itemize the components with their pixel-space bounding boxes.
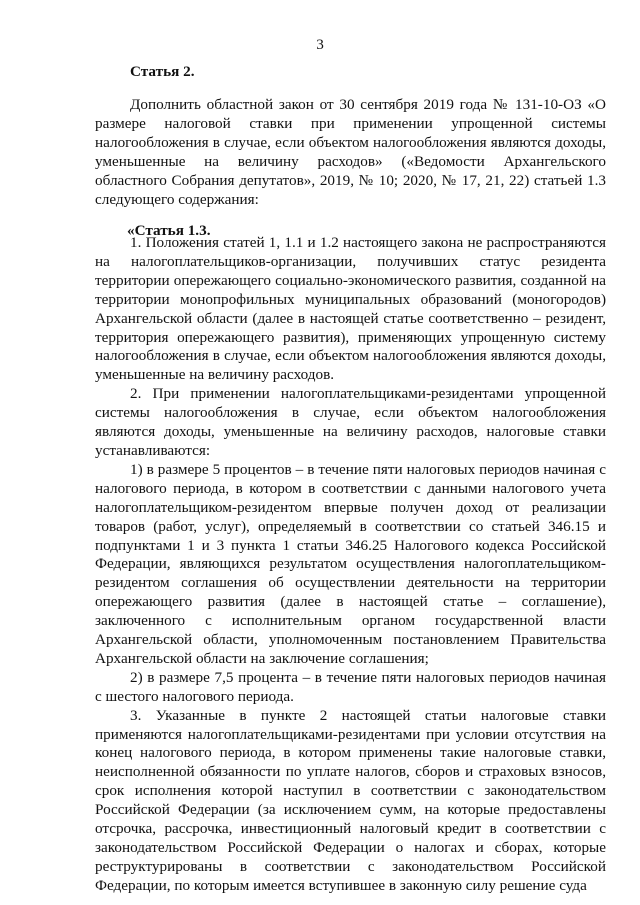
article-2-heading: Статья 2. (130, 63, 195, 80)
article-1-3-paragraph-2: 2. При применении налогоплательщиками-резидентами упрощенной системы налогообложения в случае, если объектом налогообложения являются доходы, уменьшенные на величину расходов, налоговые ставки устанавливаются: (95, 385, 606, 459)
article-1-3-paragraph-3: 3. Указанные в пункте 2 настоящей статьи налоговые ставки применяются налогоплательщиками-резидентами при условии отсутствия на конец налогового периода, в котором применены такие налоговые ставки, неисполненной обязанности по уплате налогов, сборов и страховых взносов, срок исполнения которой наступил в соответствии с законодательством Российской Федерации (за исключением сумм, на которые предоставлены отсрочка, рассрочка, инвестиционный налоговый кредит в соответствии с законодательством Российской Федерации о налогах и сборах, которые реструктурированы в соответствии с законодательством Российской Федерации, по которым имеется вступившее в законную силу решение суда (95, 706, 606, 894)
article-1-3-paragraph-1: 1. Положения статей 1, 1.1 и 1.2 настоящего закона не распространяются на налогоплательщиков-организации, получивших статус резидента территории опережающего социально-экономического развития, созданной на территории монопрофильных муниципальных образований (моногородов) Архангельской области (далее в настоящей статье соответственно – резидент, территория опережающего развития), применяющих упрощенную систему налогообложения в случае, если объектом налогообложения являются доходы, уменьшенные на величину расходов. (95, 234, 606, 384)
article-1-3-subitem-1: 1) в размере 5 процентов – в течение пяти налоговых периодов начиная с налогового периода, в котором в соответствии с данными налогового учета налогоплательщиком-резидентом впервые получен доход от реализации товаров (работ, услуг), определяемый в соответствии со статьей 346.15 и подпунктами 1 и 3 пункта 1 статьи 346.25 Налогового кодекса Российской Федерации, являющихся результатом осуществления налогоплательщиком-резидентом соглашения об осуществлении деятельности на территории опережающего развития (далее в настоящей статье – соглашение), заключенного с исполнительным органом государственной власти Архангельской области, уполномоченным постановлением Правительства Архангельской области на заключение соглашения; (95, 460, 606, 667)
page-number: 3 (316, 36, 324, 53)
article-1-3-body (95, 234, 606, 896)
article-1-3-subitem-2: 2) в размере 7,5 процента – в течение пяти налоговых периодов начиная с шестого налогового периода. (95, 668, 606, 705)
article-2-body (95, 96, 606, 209)
article-2-intro-paragraph: Дополнить областной закон от 30 сентября 2019 года № 131-10-ОЗ «О размере налоговой ставки при применении упрощенной системы налогообложения в случае, если объектом налогообложения являются доходы, уменьшенные на величину расходов» («Ведомости Архангельского областного Собрания депутатов», 2019, № 10; 2020, № 17, 21, 22) статьей 1.3 следующего содержания: (95, 96, 606, 208)
article-1-3-heading: «Статья 1.3. (127, 222, 211, 239)
